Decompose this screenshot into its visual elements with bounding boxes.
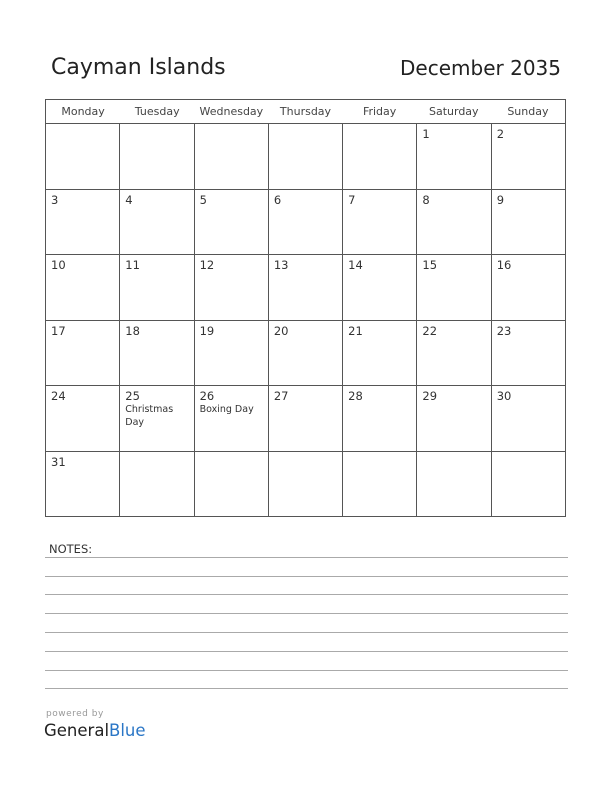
day-number: 21	[348, 323, 363, 338]
day-number: 15	[422, 258, 438, 272]
day-number: 12	[199, 258, 215, 272]
day-number: 14	[348, 258, 363, 272]
notes-line	[45, 594, 568, 595]
weekday-header-monday: Monday	[61, 105, 105, 118]
day-cell	[269, 386, 343, 451]
empty-day-cell	[195, 452, 269, 517]
notes-line	[45, 613, 568, 614]
day-number: 7	[348, 192, 356, 207]
empty-day-cell	[269, 124, 343, 189]
day-number: 18	[125, 323, 140, 338]
calendar-grid	[45, 99, 566, 517]
day-number: 13	[273, 258, 289, 272]
day-number: 20	[273, 323, 289, 338]
day-number: 19	[199, 323, 215, 338]
calendar-week-row	[46, 124, 565, 190]
day-cell	[269, 321, 343, 386]
day-cell	[492, 124, 565, 189]
day-cell	[492, 190, 565, 255]
day-number: 8	[422, 192, 430, 207]
notes-line	[45, 670, 568, 671]
day-number: 29	[422, 389, 438, 403]
empty-day-cell	[417, 452, 491, 517]
day-cell	[120, 321, 194, 386]
generalblue-logo[interactable]	[44, 721, 146, 740]
calendar-week-row	[46, 386, 565, 452]
notes-line	[45, 688, 568, 689]
notes-line	[45, 632, 568, 633]
empty-day-cell	[492, 452, 565, 517]
notes-line	[45, 557, 568, 558]
day-cell	[46, 452, 120, 517]
weekday-header-thursday: Thursday	[279, 105, 332, 118]
weekday-header-saturday: Saturday	[428, 105, 479, 118]
calendar-week-row	[46, 452, 565, 517]
day-cell	[492, 255, 565, 320]
day-number: 5	[199, 192, 207, 207]
weekday-header-sunday: Sunday	[507, 105, 549, 118]
holiday-label: Christmas Day	[125, 404, 174, 428]
empty-day-cell	[343, 452, 417, 517]
day-number: 27	[273, 389, 289, 403]
day-number: 11	[125, 258, 140, 272]
day-cell	[492, 321, 565, 386]
day-number: 31	[51, 454, 66, 469]
day-number: 28	[348, 389, 363, 403]
day-cell	[120, 255, 194, 320]
day-cell	[46, 190, 120, 255]
day-cell	[46, 255, 120, 320]
day-number: 6	[273, 192, 282, 207]
day-number: 23	[496, 323, 512, 338]
day-number: 3	[51, 192, 59, 207]
weekday-header-row	[46, 100, 565, 124]
day-number: 2	[496, 127, 505, 141]
weekday-header-wednesday: Wednesday	[199, 105, 264, 118]
day-number: 24	[51, 389, 66, 403]
day-number: 10	[51, 258, 66, 272]
day-cell	[195, 190, 269, 255]
day-number: 26	[199, 389, 215, 403]
notes-line	[45, 576, 568, 577]
empty-day-cell	[195, 124, 269, 189]
day-cell	[120, 190, 194, 255]
calendar-week-row	[46, 255, 565, 321]
day-cell	[417, 190, 491, 255]
weekday-header-friday: Friday	[362, 105, 397, 118]
day-cell	[120, 386, 194, 451]
day-number: 9	[496, 192, 505, 207]
day-cell	[343, 386, 417, 451]
day-cell	[195, 386, 269, 451]
powered-by-text: powered by	[46, 709, 104, 719]
day-cell	[46, 386, 120, 451]
holiday-label: Boxing Day	[199, 404, 254, 415]
day-cell	[343, 255, 417, 320]
logo-general-text: General	[44, 721, 110, 740]
day-number: 25	[125, 389, 140, 403]
empty-day-cell	[269, 452, 343, 517]
notes-line	[45, 651, 568, 652]
day-number: 22	[422, 323, 438, 338]
day-cell	[343, 321, 417, 386]
day-cell	[269, 255, 343, 320]
day-cell	[417, 124, 491, 189]
calendar-week-row	[46, 321, 565, 387]
day-cell	[417, 255, 491, 320]
empty-day-cell	[46, 124, 120, 189]
calendar-weeks	[46, 124, 565, 516]
day-cell	[195, 321, 269, 386]
notes-label: NOTES:	[49, 542, 93, 556]
day-cell	[46, 321, 120, 386]
day-number: 1	[422, 127, 430, 141]
empty-day-cell	[343, 124, 417, 189]
day-cell	[417, 321, 491, 386]
day-cell	[269, 190, 343, 255]
logo-blue-text: Blue	[109, 721, 146, 740]
day-cell	[492, 386, 565, 451]
day-cell	[417, 386, 491, 451]
calendar-country-title: Cayman Islands	[51, 55, 226, 80]
day-cell	[195, 255, 269, 320]
day-number: 30	[496, 389, 512, 403]
day-number: 16	[496, 258, 512, 272]
day-number: 17	[51, 323, 66, 338]
calendar-month-title: December 2035	[400, 56, 561, 80]
day-cell	[343, 190, 417, 255]
weekday-header-tuesday: Tuesday	[134, 105, 180, 118]
empty-day-cell	[120, 452, 194, 517]
day-number: 4	[125, 192, 133, 207]
calendar-week-row	[46, 190, 565, 256]
empty-day-cell	[120, 124, 194, 189]
